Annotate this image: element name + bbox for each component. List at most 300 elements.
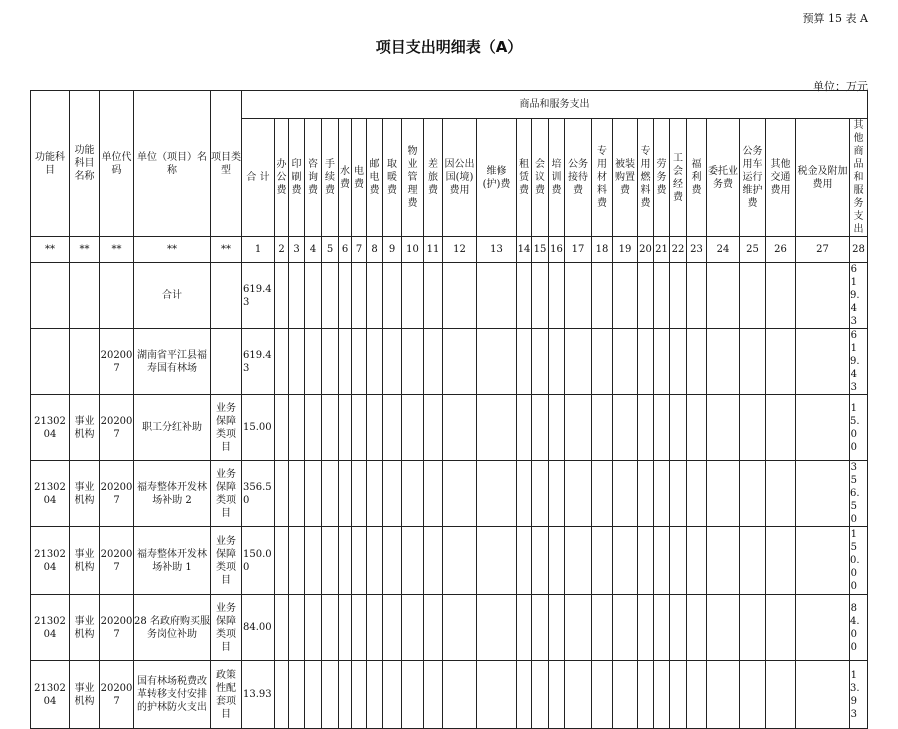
cell-empty: [592, 461, 613, 527]
header-col-21: 劳务费: [654, 119, 670, 237]
cell-unit-name: 国有林场税费改革转移支付安排的护林防火支出: [134, 661, 211, 729]
cell-empty: [305, 329, 322, 395]
cell-empty: [402, 661, 424, 729]
header-col-22: 工会经费: [670, 119, 687, 237]
cell-empty: [638, 661, 654, 729]
cell-empty: [613, 329, 638, 395]
cell-empty: [766, 329, 796, 395]
cell-empty: [654, 595, 670, 661]
cell-empty: [383, 263, 402, 329]
cell-func-code: 2130204: [31, 527, 70, 595]
index-number: 19: [613, 237, 638, 263]
header-col-14: 租赁费: [517, 119, 532, 237]
cell-empty: [383, 329, 402, 395]
cell-empty: [565, 329, 592, 395]
cell-empty: [367, 527, 383, 595]
cell-proj-type: 业务保障类项目: [211, 395, 242, 461]
cell-empty: [352, 461, 367, 527]
cell-empty: [549, 661, 565, 729]
cell-empty: [549, 263, 565, 329]
header-col-17: 公务接待费: [565, 119, 592, 237]
cell-empty: [383, 395, 402, 461]
cell-unit-name: 福寿整体开发林场补助 1: [134, 527, 211, 595]
cell-empty: [638, 263, 654, 329]
index-number: 13: [477, 237, 517, 263]
expenditure-table: [30, 90, 868, 729]
cell-func-name: 事业机构: [70, 461, 100, 527]
cell-empty: [352, 263, 367, 329]
cell-proj-type: 业务保障类项目: [211, 527, 242, 595]
cell-empty: [424, 661, 443, 729]
cell-empty: [687, 595, 707, 661]
cell-empty: [443, 329, 477, 395]
cell-empty: [740, 263, 766, 329]
cell-empty: [592, 527, 613, 595]
header-col-24: 委托业务费: [707, 119, 740, 237]
header-col-18: 专用材料费: [592, 119, 613, 237]
cell-empty: [549, 395, 565, 461]
cell-empty: [707, 395, 740, 461]
cell-empty: [565, 461, 592, 527]
cell-empty: [532, 329, 549, 395]
cell-empty: [289, 329, 305, 395]
header-col-25: 公务用车运行维护费: [740, 119, 766, 237]
cell-empty: [707, 595, 740, 661]
index-number: 3: [289, 237, 305, 263]
cell-empty: [443, 595, 477, 661]
cell-func-code: 2130204: [31, 661, 70, 729]
cell-empty: [289, 595, 305, 661]
cell-total: 150.00: [242, 527, 275, 595]
cell-total: 356.50: [242, 461, 275, 527]
cell-empty: [740, 595, 766, 661]
cell-empty: [424, 527, 443, 595]
index-number: 17: [565, 237, 592, 263]
cell-empty: [339, 461, 352, 527]
cell-func-code: [31, 263, 70, 329]
index-number: 23: [687, 237, 707, 263]
cell-empty: [638, 595, 654, 661]
cell-empty: [289, 661, 305, 729]
cell-empty: [424, 461, 443, 527]
cell-empty: [339, 395, 352, 461]
cell-empty: [443, 661, 477, 729]
cell-proj-type: [211, 329, 242, 395]
cell-unit-code: 202007: [100, 329, 134, 395]
index-number: 26: [766, 237, 796, 263]
cell-total: 13.93: [242, 661, 275, 729]
index-star: **: [31, 237, 70, 263]
cell-empty: [477, 461, 517, 527]
cell-empty: [592, 395, 613, 461]
cell-empty: [443, 527, 477, 595]
table-row: [31, 595, 868, 661]
cell-empty: [275, 263, 289, 329]
cell-func-code: [31, 329, 70, 395]
cell-empty: [424, 395, 443, 461]
header-unit-code: 单位代码: [100, 91, 134, 237]
cell-empty: [367, 595, 383, 661]
index-number: 8: [367, 237, 383, 263]
cell-empty: [289, 263, 305, 329]
cell-total: 619.43: [242, 329, 275, 395]
index-number: 7: [352, 237, 367, 263]
cell-empty: [532, 461, 549, 527]
cell-empty: [383, 527, 402, 595]
cell-empty: [796, 395, 850, 461]
index-number: 5: [322, 237, 339, 263]
cell-empty: [707, 661, 740, 729]
index-number: 10: [402, 237, 424, 263]
cell-empty: [670, 595, 687, 661]
cell-empty: [322, 595, 339, 661]
cell-empty: [687, 395, 707, 461]
header-col-15: 会议费: [532, 119, 549, 237]
cell-empty: [402, 329, 424, 395]
cell-unit-code: [100, 263, 134, 329]
cell-empty: [383, 595, 402, 661]
cell-empty: [654, 527, 670, 595]
cell-empty: [707, 329, 740, 395]
cell-empty: [613, 461, 638, 527]
cell-empty: [424, 263, 443, 329]
cell-empty: [565, 595, 592, 661]
cell-empty: [766, 661, 796, 729]
cell-proj-type: 政策性配套项目: [211, 661, 242, 729]
cell-empty: [322, 395, 339, 461]
cell-empty: [740, 527, 766, 595]
cell-empty: [796, 527, 850, 595]
cell-empty: [275, 461, 289, 527]
cell-empty: [339, 595, 352, 661]
cell-empty: [477, 329, 517, 395]
cell-other-goods: 619.43: [850, 329, 868, 395]
cell-empty: [670, 661, 687, 729]
cell-empty: [766, 263, 796, 329]
table-row: [31, 395, 868, 461]
cell-empty: [654, 329, 670, 395]
cell-empty: [687, 461, 707, 527]
index-number: 24: [707, 237, 740, 263]
index-number: 1: [242, 237, 275, 263]
header-col-16: 培训费: [549, 119, 565, 237]
cell-empty: [532, 661, 549, 729]
header-col-27: 税金及附加费用: [796, 119, 850, 237]
cell-empty: [477, 263, 517, 329]
cell-empty: [549, 595, 565, 661]
cell-empty: [687, 527, 707, 595]
table-row: [31, 661, 868, 729]
cell-empty: [339, 329, 352, 395]
index-number: 11: [424, 237, 443, 263]
cell-empty: [517, 461, 532, 527]
header-unit-name: 单位（项目）名称: [134, 91, 211, 237]
cell-empty: [796, 329, 850, 395]
cell-empty: [670, 461, 687, 527]
cell-empty: [477, 595, 517, 661]
table-row: [31, 461, 868, 527]
header-col-10: 物业管理费: [402, 119, 424, 237]
cell-func-name: 事业机构: [70, 527, 100, 595]
cell-total: 15.00: [242, 395, 275, 461]
cell-empty: [766, 461, 796, 527]
cell-total: 84.00: [242, 595, 275, 661]
cell-func-name: 事业机构: [70, 395, 100, 461]
cell-empty: [707, 527, 740, 595]
index-number: 2: [275, 237, 289, 263]
cell-empty: [549, 329, 565, 395]
cell-empty: [766, 395, 796, 461]
index-number: 6: [339, 237, 352, 263]
cell-unit-code: 202007: [100, 395, 134, 461]
cell-empty: [305, 395, 322, 461]
cell-other-goods: 13.93: [850, 661, 868, 729]
cell-empty: [367, 263, 383, 329]
cell-empty: [654, 395, 670, 461]
cell-empty: [517, 527, 532, 595]
cell-empty: [352, 329, 367, 395]
unit-label: 单位：万元: [813, 80, 868, 93]
cell-empty: [766, 527, 796, 595]
header-col-7: 电费: [352, 119, 367, 237]
cell-empty: [402, 395, 424, 461]
cell-empty: [402, 263, 424, 329]
cell-other-goods: 150.00: [850, 527, 868, 595]
index-number: 14: [517, 237, 532, 263]
index-number: 12: [443, 237, 477, 263]
cell-func-code: 2130204: [31, 395, 70, 461]
cell-empty: [766, 595, 796, 661]
cell-empty: [654, 661, 670, 729]
header-col-26: 其他交通费用: [766, 119, 796, 237]
cell-empty: [275, 527, 289, 595]
cell-empty: [592, 595, 613, 661]
cell-empty: [322, 329, 339, 395]
cell-empty: [402, 527, 424, 595]
header-func-name: 功能科目名称: [70, 91, 100, 237]
cell-empty: [613, 595, 638, 661]
cell-empty: [638, 395, 654, 461]
table-row: [31, 527, 868, 595]
cell-empty: [638, 329, 654, 395]
cell-empty: [613, 661, 638, 729]
index-number: 22: [670, 237, 687, 263]
cell-empty: [517, 329, 532, 395]
cell-empty: [322, 661, 339, 729]
cell-empty: [740, 461, 766, 527]
cell-empty: [443, 263, 477, 329]
cell-proj-type: [211, 263, 242, 329]
cell-empty: [707, 263, 740, 329]
cell-empty: [740, 395, 766, 461]
cell-unit-name: 福寿整体开发林场补助 2: [134, 461, 211, 527]
cell-empty: [367, 395, 383, 461]
index-number: 18: [592, 237, 613, 263]
cell-empty: [687, 263, 707, 329]
cell-empty: [443, 461, 477, 527]
cell-func-code: 2130204: [31, 595, 70, 661]
cell-empty: [383, 461, 402, 527]
cell-empty: [305, 527, 322, 595]
index-star: **: [134, 237, 211, 263]
cell-empty: [322, 527, 339, 595]
header-goods-services: 商品和服务支出: [242, 91, 868, 119]
cell-empty: [654, 263, 670, 329]
header-col-20: 专用燃料费: [638, 119, 654, 237]
header-col-19: 被装购置费: [613, 119, 638, 237]
cell-other-goods: 15.00: [850, 395, 868, 461]
page-title: 项目支出明细表（A）: [375, 38, 523, 56]
header-col-8: 邮电费: [367, 119, 383, 237]
cell-empty: [305, 595, 322, 661]
index-number: 25: [740, 237, 766, 263]
cell-empty: [322, 461, 339, 527]
index-star: **: [211, 237, 242, 263]
index-number: 28: [850, 237, 868, 263]
cell-empty: [549, 527, 565, 595]
cell-empty: [424, 595, 443, 661]
cell-empty: [532, 595, 549, 661]
header-proj-type: 项目类型: [211, 91, 242, 237]
cell-other-goods: 84.00: [850, 595, 868, 661]
cell-unit-code: 202007: [100, 595, 134, 661]
index-star: **: [70, 237, 100, 263]
index-number: 4: [305, 237, 322, 263]
cell-empty: [613, 527, 638, 595]
cell-unit-name: 职工分红补助: [134, 395, 211, 461]
cell-empty: [796, 263, 850, 329]
header-col-3: 印刷费: [289, 119, 305, 237]
cell-empty: [670, 329, 687, 395]
cell-empty: [367, 329, 383, 395]
cell-empty: [517, 595, 532, 661]
cell-empty: [565, 661, 592, 729]
header-total: 合 计: [242, 119, 275, 237]
header-col-2: 办公费: [275, 119, 289, 237]
cell-empty: [613, 395, 638, 461]
cell-func-code: 2130204: [31, 461, 70, 527]
cell-empty: [402, 461, 424, 527]
cell-unit-code: 202007: [100, 461, 134, 527]
cell-empty: [670, 263, 687, 329]
cell-empty: [796, 461, 850, 527]
cell-empty: [532, 527, 549, 595]
cell-empty: [532, 263, 549, 329]
cell-empty: [796, 661, 850, 729]
cell-empty: [707, 461, 740, 527]
cell-empty: [565, 395, 592, 461]
cell-empty: [796, 595, 850, 661]
cell-total: 619.43: [242, 263, 275, 329]
cell-empty: [352, 595, 367, 661]
cell-empty: [352, 661, 367, 729]
header-col-12: 因公出国(境)费用: [443, 119, 477, 237]
cell-empty: [532, 395, 549, 461]
cell-proj-type: 业务保障类项目: [211, 595, 242, 661]
header-col-4: 咨询费: [305, 119, 322, 237]
index-number: 21: [654, 237, 670, 263]
index-number: 16: [549, 237, 565, 263]
cell-empty: [740, 329, 766, 395]
cell-empty: [322, 263, 339, 329]
cell-empty: [352, 527, 367, 595]
cell-empty: [477, 395, 517, 461]
cell-empty: [638, 527, 654, 595]
cell-proj-type: 业务保障类项目: [211, 461, 242, 527]
index-number: 27: [796, 237, 850, 263]
cell-empty: [289, 527, 305, 595]
cell-empty: [549, 461, 565, 527]
header-col-11: 差旅费: [424, 119, 443, 237]
cell-empty: [305, 461, 322, 527]
cell-empty: [305, 263, 322, 329]
cell-empty: [339, 527, 352, 595]
cell-unit-name: 湖南省平江县福寿国有林场: [134, 329, 211, 395]
cell-empty: [592, 263, 613, 329]
cell-other-goods: 619.43: [850, 263, 868, 329]
cell-empty: [517, 395, 532, 461]
table-number: 预算 15 表 A: [802, 12, 868, 25]
cell-empty: [275, 661, 289, 729]
cell-empty: [402, 595, 424, 661]
cell-func-name: 事业机构: [70, 595, 100, 661]
cell-empty: [565, 527, 592, 595]
header-col-5: 手续费: [322, 119, 339, 237]
cell-other-goods: 356.50: [850, 461, 868, 527]
header-col-6: 水费: [339, 119, 352, 237]
cell-empty: [613, 263, 638, 329]
cell-empty: [275, 395, 289, 461]
index-number: 15: [532, 237, 549, 263]
header-col-9: 取暖费: [383, 119, 402, 237]
cell-empty: [383, 661, 402, 729]
header-func-code: 功能科目: [31, 91, 70, 237]
index-number: 9: [383, 237, 402, 263]
header-col-13: 维修(护)费: [477, 119, 517, 237]
table-row: [31, 263, 868, 329]
cell-empty: [654, 461, 670, 527]
cell-empty: [517, 263, 532, 329]
cell-empty: [339, 661, 352, 729]
cell-unit-name: 28 名政府购买服务岗位补助: [134, 595, 211, 661]
cell-empty: [592, 329, 613, 395]
cell-empty: [477, 527, 517, 595]
cell-empty: [517, 661, 532, 729]
cell-empty: [289, 395, 305, 461]
index-star: **: [100, 237, 134, 263]
cell-unit-code: 202007: [100, 527, 134, 595]
cell-empty: [367, 461, 383, 527]
cell-empty: [443, 395, 477, 461]
cell-empty: [339, 263, 352, 329]
header-col-28: 其他商品和服务支出: [850, 119, 868, 237]
index-number: 20: [638, 237, 654, 263]
cell-func-name: [70, 263, 100, 329]
cell-empty: [275, 329, 289, 395]
table-row: [31, 329, 868, 395]
cell-empty: [289, 461, 305, 527]
cell-func-name: 事业机构: [70, 661, 100, 729]
cell-empty: [352, 395, 367, 461]
cell-empty: [740, 661, 766, 729]
cell-func-name: [70, 329, 100, 395]
cell-empty: [305, 661, 322, 729]
header-col-23: 福利费: [687, 119, 707, 237]
cell-empty: [670, 527, 687, 595]
cell-empty: [424, 329, 443, 395]
cell-empty: [687, 661, 707, 729]
cell-empty: [670, 395, 687, 461]
